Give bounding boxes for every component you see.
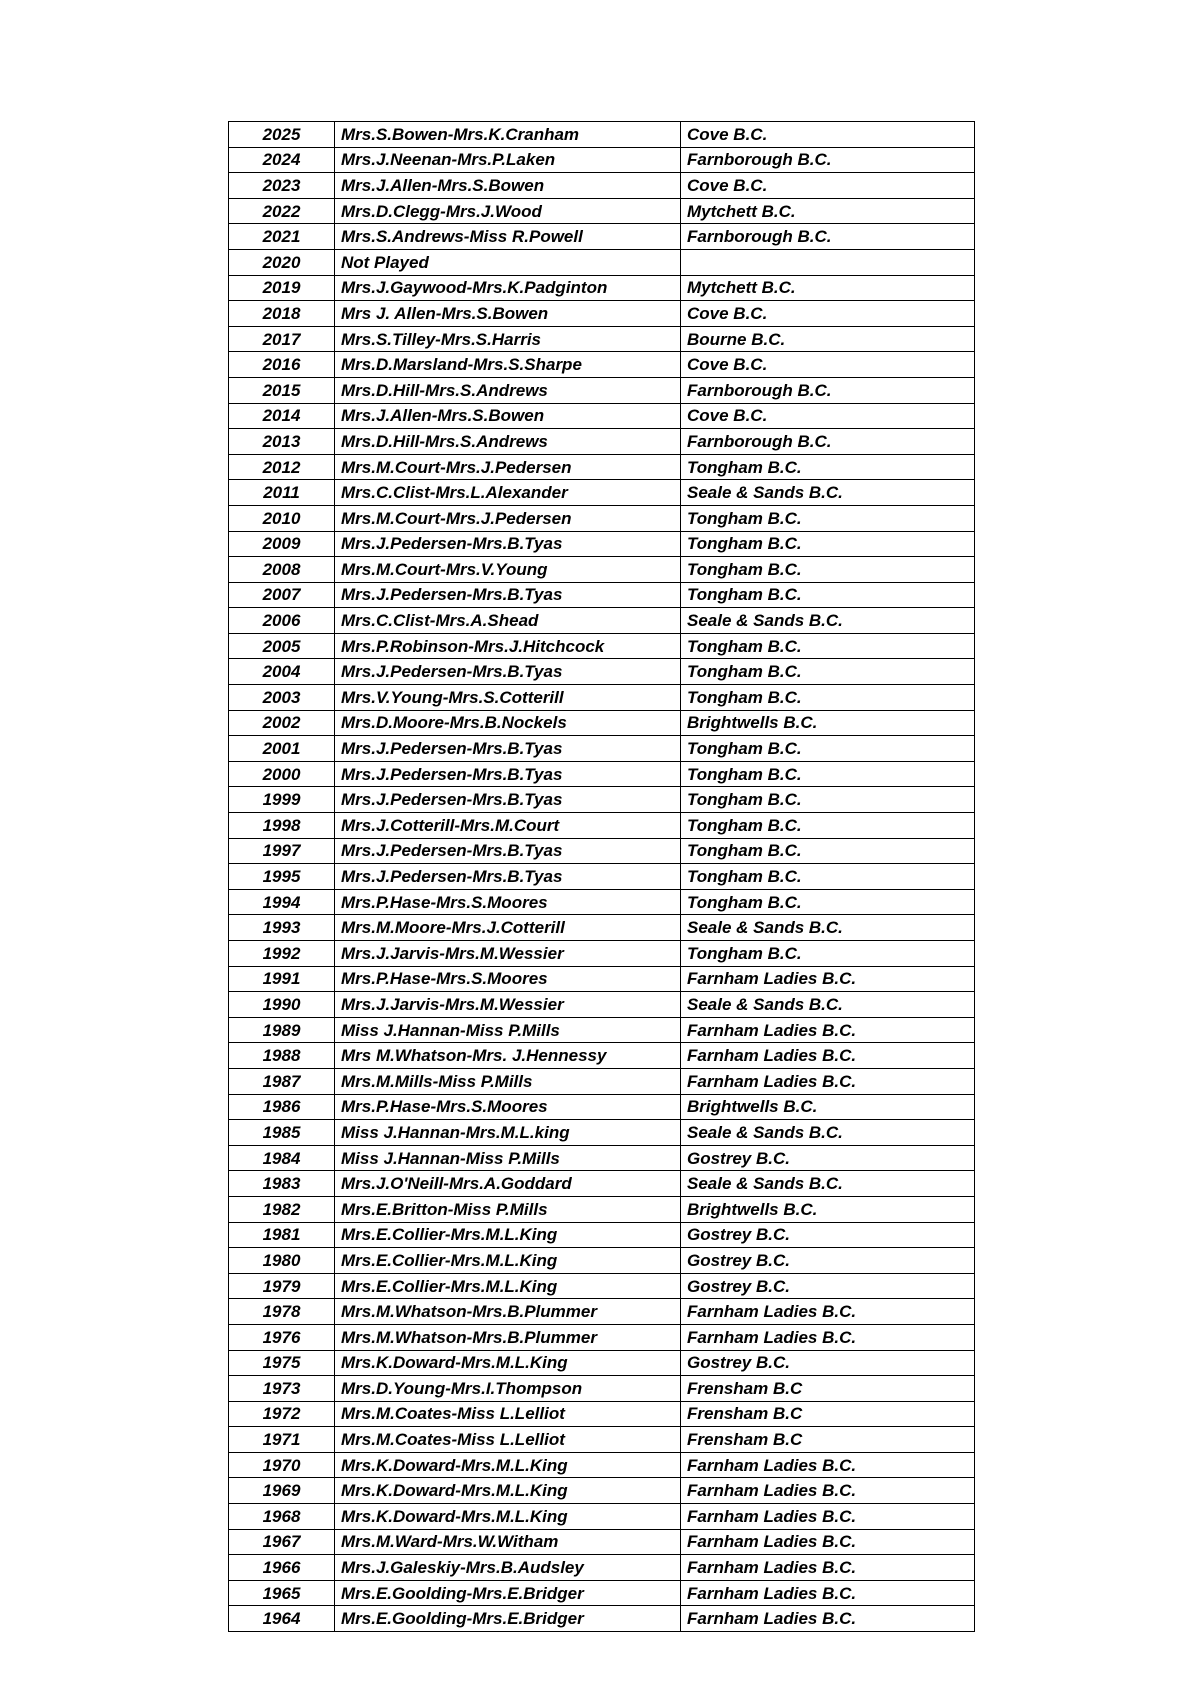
table-row <box>229 915 975 941</box>
winners-cell: Mrs.J.O'Neill-Mrs.A.Goddard <box>335 1171 681 1197</box>
club-cell: Farnham Ladies B.C. <box>681 1068 975 1094</box>
year-cell: 2000 <box>229 761 335 787</box>
club-cell: Frensham B.C <box>681 1376 975 1402</box>
winners-cell: Mrs.P.Hase-Mrs.S.Moores <box>335 966 681 992</box>
table-row <box>229 249 975 275</box>
winners-cell: Mrs.M.Coates-Miss L.Lelliot <box>335 1427 681 1453</box>
table-row <box>229 736 975 762</box>
year-cell: 2015 <box>229 377 335 403</box>
winners-table <box>228 121 975 1632</box>
winners-cell: Mrs.P.Hase-Mrs.S.Moores <box>335 1094 681 1120</box>
year-cell: 1980 <box>229 1248 335 1274</box>
year-cell: 2020 <box>229 249 335 275</box>
year-cell: 1976 <box>229 1324 335 1350</box>
table-row <box>229 326 975 352</box>
winners-cell: Mrs.J.Pedersen-Mrs.B.Tyas <box>335 761 681 787</box>
winners-cell: Mrs.K.Doward-Mrs.M.L.King <box>335 1350 681 1376</box>
table-row <box>229 1171 975 1197</box>
table-row <box>229 633 975 659</box>
winners-cell: Mrs J. Allen-Mrs.S.Bowen <box>335 301 681 327</box>
club-cell: Cove B.C. <box>681 173 975 199</box>
table-row <box>229 761 975 787</box>
year-cell: 2021 <box>229 224 335 250</box>
club-cell: Tongham B.C. <box>681 582 975 608</box>
year-cell: 2024 <box>229 147 335 173</box>
table-row <box>229 1120 975 1146</box>
winners-cell: Mrs.D.Clegg-Mrs.J.Wood <box>335 198 681 224</box>
year-cell: 2016 <box>229 352 335 378</box>
winners-cell: Mrs.M.Whatson-Mrs.B.Plummer <box>335 1324 681 1350</box>
year-cell: 1973 <box>229 1376 335 1402</box>
winners-cell: Mrs.M.Whatson-Mrs.B.Plummer <box>335 1299 681 1325</box>
table-row <box>229 1017 975 1043</box>
winners-cell: Mrs.J.Cotterill-Mrs.M.Court <box>335 813 681 839</box>
year-cell: 1964 <box>229 1606 335 1632</box>
table-row <box>229 1427 975 1453</box>
table-row <box>229 1580 975 1606</box>
winners-cell: Mrs.J.Pedersen-Mrs.B.Tyas <box>335 838 681 864</box>
club-cell: Frensham B.C <box>681 1427 975 1453</box>
winners-cell: Mrs.K.Doward-Mrs.M.L.King <box>335 1504 681 1530</box>
year-cell: 1994 <box>229 889 335 915</box>
club-cell: Brightwells B.C. <box>681 1196 975 1222</box>
winners-cell: Mrs.J.Jarvis-Mrs.M.Wessier <box>335 992 681 1018</box>
winners-cell: Mrs.D.Marsland-Mrs.S.Sharpe <box>335 352 681 378</box>
table-row <box>229 1452 975 1478</box>
winners-cell: Mrs.J.Pedersen-Mrs.B.Tyas <box>335 582 681 608</box>
year-cell: 1979 <box>229 1273 335 1299</box>
club-cell: Tongham B.C. <box>681 557 975 583</box>
year-cell: 2003 <box>229 685 335 711</box>
table-row <box>229 1043 975 1069</box>
winners-cell: Mrs.M.Coates-Miss L.Lelliot <box>335 1401 681 1427</box>
table-row <box>229 122 975 148</box>
club-cell: Seale & Sands B.C. <box>681 992 975 1018</box>
club-cell: Seale & Sands B.C. <box>681 608 975 634</box>
year-cell: 1965 <box>229 1580 335 1606</box>
table-row <box>229 1401 975 1427</box>
year-cell: 1983 <box>229 1171 335 1197</box>
club-cell: Tongham B.C. <box>681 889 975 915</box>
table-row <box>229 1606 975 1632</box>
year-cell: 1971 <box>229 1427 335 1453</box>
winners-cell: Mrs.J.Pedersen-Mrs.B.Tyas <box>335 787 681 813</box>
winners-cell: Mrs.J.Pedersen-Mrs.B.Tyas <box>335 864 681 890</box>
year-cell: 1982 <box>229 1196 335 1222</box>
winners-cell: Miss J.Hannan-Miss P.Mills <box>335 1017 681 1043</box>
table-row <box>229 147 975 173</box>
year-cell: 2001 <box>229 736 335 762</box>
club-cell <box>681 249 975 275</box>
winners-cell: Mrs.C.Clist-Mrs.A.Shead <box>335 608 681 634</box>
club-cell: Bourne B.C. <box>681 326 975 352</box>
winners-cell: Mrs.M.Court-Mrs.J.Pedersen <box>335 454 681 480</box>
winners-cell: Mrs.P.Robinson-Mrs.J.Hitchcock <box>335 633 681 659</box>
year-cell: 1998 <box>229 813 335 839</box>
winners-cell: Mrs.J.Allen-Mrs.S.Bowen <box>335 173 681 199</box>
club-cell: Gostrey B.C. <box>681 1350 975 1376</box>
table-row <box>229 608 975 634</box>
table-row <box>229 1145 975 1171</box>
year-cell: 1992 <box>229 941 335 967</box>
year-cell: 2013 <box>229 429 335 455</box>
table-row <box>229 864 975 890</box>
table-row <box>229 1299 975 1325</box>
winners-cell: Mrs.M.Mills-Miss P.Mills <box>335 1068 681 1094</box>
club-cell: Farnham Ladies B.C. <box>681 1555 975 1581</box>
winners-cell: Mrs.J.Galeskiy-Mrs.B.Audsley <box>335 1555 681 1581</box>
winners-cell: Mrs.E.Collier-Mrs.M.L.King <box>335 1273 681 1299</box>
winners-cell: Mrs.M.Court-Mrs.V.Young <box>335 557 681 583</box>
winners-cell: Not Played <box>335 249 681 275</box>
club-cell: Tongham B.C. <box>681 685 975 711</box>
winners-cell: Mrs.S.Tilley-Mrs.S.Harris <box>335 326 681 352</box>
club-cell: Brightwells B.C. <box>681 710 975 736</box>
year-cell: 2006 <box>229 608 335 634</box>
year-cell: 1975 <box>229 1350 335 1376</box>
winners-cell: Mrs.D.Hill-Mrs.S.Andrews <box>335 429 681 455</box>
year-cell: 1991 <box>229 966 335 992</box>
year-cell: 2022 <box>229 198 335 224</box>
table-row <box>229 838 975 864</box>
winners-cell: Mrs M.Whatson-Mrs. J.Hennessy <box>335 1043 681 1069</box>
table-row <box>229 685 975 711</box>
club-cell: Tongham B.C. <box>681 505 975 531</box>
club-cell: Farnham Ladies B.C. <box>681 1452 975 1478</box>
year-cell: 2011 <box>229 480 335 506</box>
year-cell: 1995 <box>229 864 335 890</box>
year-cell: 2025 <box>229 122 335 148</box>
table-row <box>229 1529 975 1555</box>
table-row <box>229 1350 975 1376</box>
club-cell: Cove B.C. <box>681 352 975 378</box>
table-row <box>229 1068 975 1094</box>
table-row <box>229 659 975 685</box>
winners-cell: Mrs.K.Doward-Mrs.M.L.King <box>335 1478 681 1504</box>
club-cell: Tongham B.C. <box>681 736 975 762</box>
year-cell: 2018 <box>229 301 335 327</box>
club-cell: Tongham B.C. <box>681 454 975 480</box>
club-cell: Frensham B.C <box>681 1401 975 1427</box>
winners-cell: Mrs.J.Pedersen-Mrs.B.Tyas <box>335 659 681 685</box>
year-cell: 1985 <box>229 1120 335 1146</box>
winners-cell: Miss J.Hannan-Mrs.M.L.king <box>335 1120 681 1146</box>
club-cell: Seale & Sands B.C. <box>681 1171 975 1197</box>
year-cell: 1988 <box>229 1043 335 1069</box>
club-cell: Tongham B.C. <box>681 787 975 813</box>
club-cell: Farnborough B.C. <box>681 147 975 173</box>
year-cell: 2017 <box>229 326 335 352</box>
table-row <box>229 1248 975 1274</box>
year-cell: 1967 <box>229 1529 335 1555</box>
winners-cell: Mrs.V.Young-Mrs.S.Cotterill <box>335 685 681 711</box>
year-cell: 2012 <box>229 454 335 480</box>
club-cell: Farnham Ladies B.C. <box>681 1580 975 1606</box>
table-row <box>229 531 975 557</box>
table-row <box>229 352 975 378</box>
year-cell: 2014 <box>229 403 335 429</box>
table-row <box>229 941 975 967</box>
table-row <box>229 1273 975 1299</box>
table-row <box>229 480 975 506</box>
winners-cell: Mrs.D.Hill-Mrs.S.Andrews <box>335 377 681 403</box>
club-cell: Farnham Ladies B.C. <box>681 1043 975 1069</box>
winners-cell: Mrs.J.Pedersen-Mrs.B.Tyas <box>335 531 681 557</box>
club-cell: Tongham B.C. <box>681 864 975 890</box>
club-cell: Farnham Ladies B.C. <box>681 1478 975 1504</box>
table-row <box>229 1324 975 1350</box>
club-cell: Farnham Ladies B.C. <box>681 1504 975 1530</box>
club-cell: Farnborough B.C. <box>681 224 975 250</box>
club-cell: Cove B.C. <box>681 403 975 429</box>
club-cell: Farnborough B.C. <box>681 429 975 455</box>
table-row <box>229 813 975 839</box>
table-row <box>229 1196 975 1222</box>
table-row <box>229 889 975 915</box>
winners-cell: Mrs.J.Pedersen-Mrs.B.Tyas <box>335 736 681 762</box>
winners-cell: Mrs.E.Goolding-Mrs.E.Bridger <box>335 1580 681 1606</box>
year-cell: 2004 <box>229 659 335 685</box>
table-row <box>229 173 975 199</box>
club-cell: Farnham Ladies B.C. <box>681 1017 975 1043</box>
winners-cell: Mrs.M.Ward-Mrs.W.Witham <box>335 1529 681 1555</box>
winners-cell: Miss J.Hannan-Miss P.Mills <box>335 1145 681 1171</box>
year-cell: 1986 <box>229 1094 335 1120</box>
table-row <box>229 966 975 992</box>
club-cell: Farnham Ladies B.C. <box>681 1529 975 1555</box>
club-cell: Seale & Sands B.C. <box>681 915 975 941</box>
year-cell: 2023 <box>229 173 335 199</box>
winners-cell: Mrs.S.Andrews-Miss R.Powell <box>335 224 681 250</box>
table-row <box>229 1555 975 1581</box>
club-cell: Brightwells B.C. <box>681 1094 975 1120</box>
winners-cell: Mrs.P.Hase-Mrs.S.Moores <box>335 889 681 915</box>
year-cell: 1999 <box>229 787 335 813</box>
year-cell: 2010 <box>229 505 335 531</box>
table-row <box>229 301 975 327</box>
club-cell: Farnham Ladies B.C. <box>681 1324 975 1350</box>
winners-cell: Mrs.S.Bowen-Mrs.K.Cranham <box>335 122 681 148</box>
year-cell: 1989 <box>229 1017 335 1043</box>
table-row <box>229 787 975 813</box>
winners-cell: Mrs.J.Gaywood-Mrs.K.Padginton <box>335 275 681 301</box>
table-row <box>229 454 975 480</box>
club-cell: Mytchett B.C. <box>681 198 975 224</box>
year-cell: 1987 <box>229 1068 335 1094</box>
winners-cell: Mrs.C.Clist-Mrs.L.Alexander <box>335 480 681 506</box>
club-cell: Gostrey B.C. <box>681 1273 975 1299</box>
winners-cell: Mrs.E.Collier-Mrs.M.L.King <box>335 1248 681 1274</box>
year-cell: 1990 <box>229 992 335 1018</box>
club-cell: Tongham B.C. <box>681 838 975 864</box>
club-cell: Farnham Ladies B.C. <box>681 966 975 992</box>
club-cell: Farnham Ladies B.C. <box>681 1299 975 1325</box>
year-cell: 2019 <box>229 275 335 301</box>
club-cell: Cove B.C. <box>681 122 975 148</box>
winners-cell: Mrs.D.Moore-Mrs.B.Nockels <box>335 710 681 736</box>
year-cell: 2009 <box>229 531 335 557</box>
table-row <box>229 557 975 583</box>
year-cell: 1972 <box>229 1401 335 1427</box>
club-cell: Tongham B.C. <box>681 531 975 557</box>
table-row <box>229 198 975 224</box>
year-cell: 2002 <box>229 710 335 736</box>
club-cell: Gostrey B.C. <box>681 1222 975 1248</box>
club-cell: Farnborough B.C. <box>681 377 975 403</box>
table-row <box>229 1376 975 1402</box>
year-cell: 1968 <box>229 1504 335 1530</box>
winners-cell: Mrs.M.Moore-Mrs.J.Cotterill <box>335 915 681 941</box>
table-row <box>229 710 975 736</box>
winners-cell: Mrs.M.Court-Mrs.J.Pedersen <box>335 505 681 531</box>
winners-cell: Mrs.K.Doward-Mrs.M.L.King <box>335 1452 681 1478</box>
club-cell: Cove B.C. <box>681 301 975 327</box>
club-cell: Tongham B.C. <box>681 813 975 839</box>
table-row <box>229 377 975 403</box>
year-cell: 1993 <box>229 915 335 941</box>
year-cell: 2005 <box>229 633 335 659</box>
winners-cell: Mrs.J.Allen-Mrs.S.Bowen <box>335 403 681 429</box>
winners-cell: Mrs.D.Young-Mrs.I.Thompson <box>335 1376 681 1402</box>
club-cell: Tongham B.C. <box>681 941 975 967</box>
table-row <box>229 275 975 301</box>
year-cell: 1997 <box>229 838 335 864</box>
year-cell: 1984 <box>229 1145 335 1171</box>
year-cell: 2007 <box>229 582 335 608</box>
table-row <box>229 429 975 455</box>
table-row <box>229 1094 975 1120</box>
club-cell: Tongham B.C. <box>681 761 975 787</box>
table-row <box>229 1478 975 1504</box>
winners-cell: Mrs.J.Neenan-Mrs.P.Laken <box>335 147 681 173</box>
year-cell: 1966 <box>229 1555 335 1581</box>
winners-cell: Mrs.E.Collier-Mrs.M.L.King <box>335 1222 681 1248</box>
table-row <box>229 505 975 531</box>
club-cell: Gostrey B.C. <box>681 1145 975 1171</box>
year-cell: 2008 <box>229 557 335 583</box>
table-row <box>229 582 975 608</box>
winners-cell: Mrs.E.Britton-Miss P.Mills <box>335 1196 681 1222</box>
year-cell: 1969 <box>229 1478 335 1504</box>
winners-table-body <box>229 122 975 1632</box>
table-row <box>229 224 975 250</box>
year-cell: 1970 <box>229 1452 335 1478</box>
winners-cell: Mrs.J.Jarvis-Mrs.M.Wessier <box>335 941 681 967</box>
club-cell: Farnham Ladies B.C. <box>681 1606 975 1632</box>
club-cell: Seale & Sands B.C. <box>681 480 975 506</box>
club-cell: Tongham B.C. <box>681 659 975 685</box>
table-row <box>229 992 975 1018</box>
year-cell: 1981 <box>229 1222 335 1248</box>
year-cell: 1978 <box>229 1299 335 1325</box>
club-cell: Tongham B.C. <box>681 633 975 659</box>
club-cell: Gostrey B.C. <box>681 1248 975 1274</box>
club-cell: Seale & Sands B.C. <box>681 1120 975 1146</box>
table-row <box>229 403 975 429</box>
table-row <box>229 1504 975 1530</box>
winners-cell: Mrs.E.Goolding-Mrs.E.Bridger <box>335 1606 681 1632</box>
table-row <box>229 1222 975 1248</box>
club-cell: Mytchett B.C. <box>681 275 975 301</box>
